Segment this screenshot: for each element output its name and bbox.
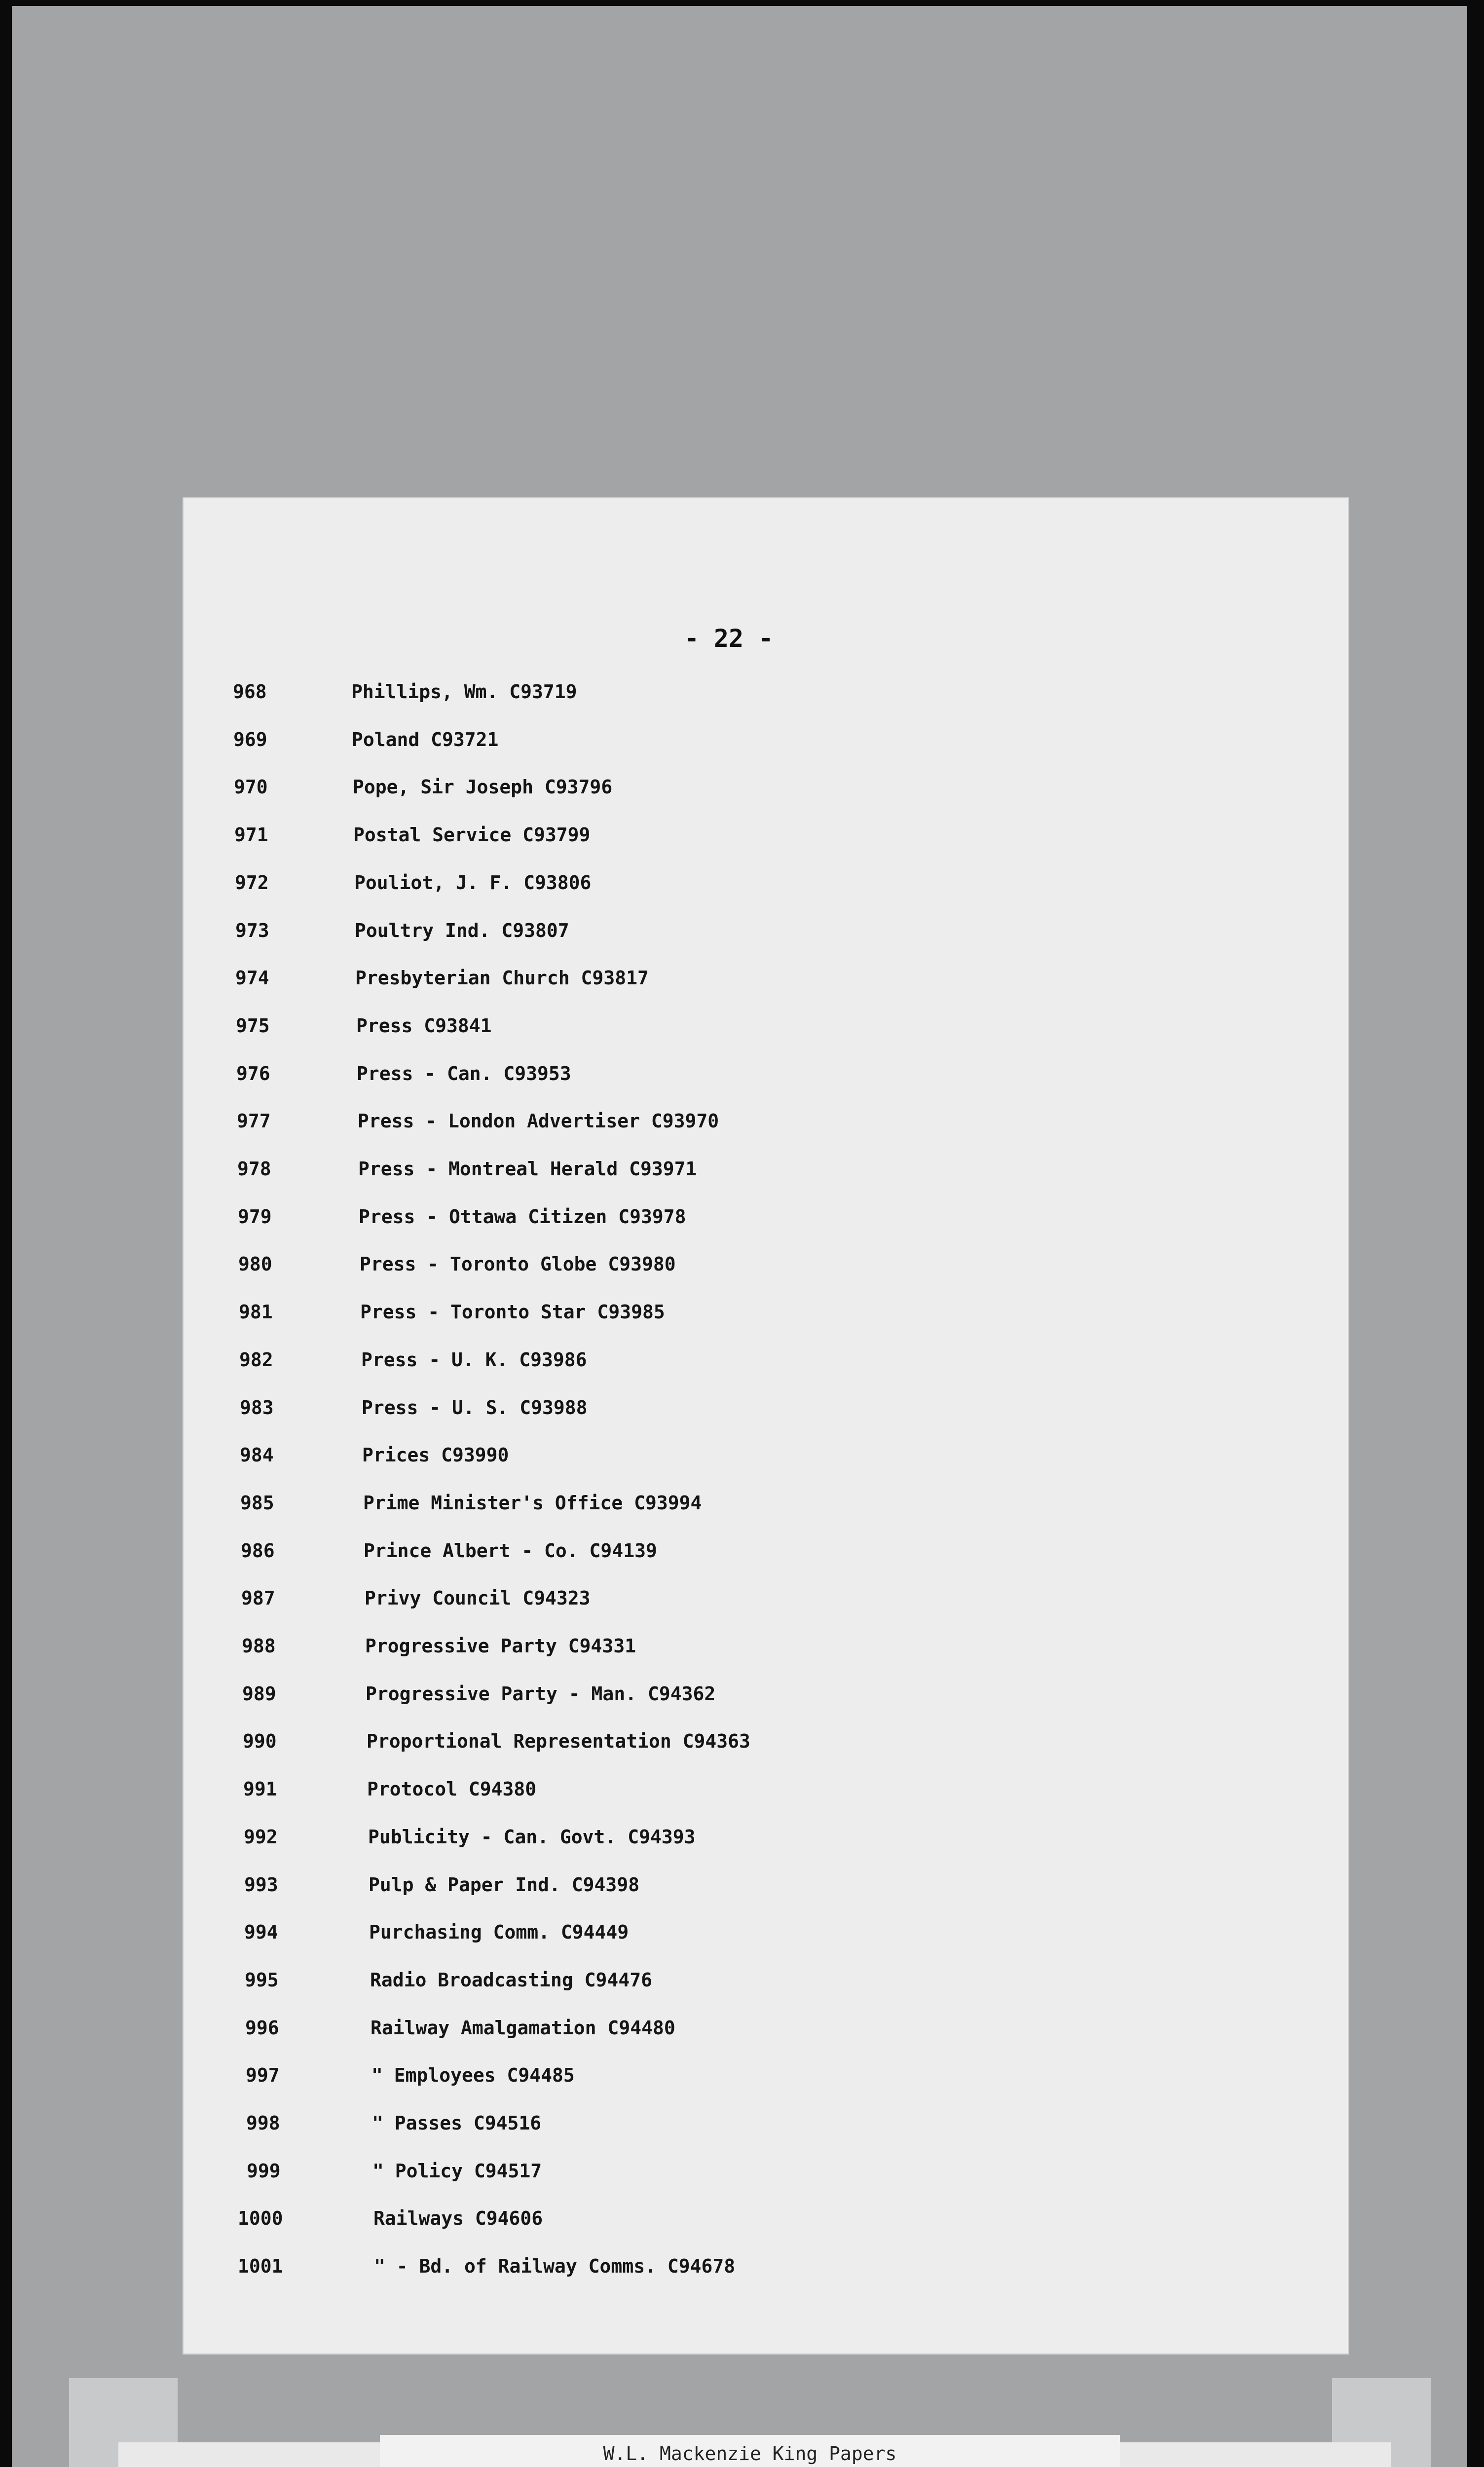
index-entry <box>184 1397 1318 1436</box>
entry-subject: Postal Service C93799 <box>353 824 591 846</box>
entry-number: 1000 <box>238 2207 283 2230</box>
entry-subject: Press - Toronto Globe C93980 <box>360 1253 676 1275</box>
entry-number: 976 <box>236 1062 270 1084</box>
entry-subject: Press - Can. C93953 <box>357 1062 571 1084</box>
index-entry <box>184 1587 1318 1627</box>
index-entry <box>184 1635 1318 1675</box>
index-entry <box>184 1730 1318 1770</box>
entry-subject: Pope, Sir Joseph C93796 <box>353 776 613 798</box>
entry-number: 986 <box>241 1539 275 1562</box>
entry-subject: Presbyterian Church C93817 <box>355 967 649 989</box>
index-entry <box>184 1444 1318 1484</box>
index-entry <box>184 1683 1318 1722</box>
entry-subject: Press - Ottawa Citizen C93978 <box>359 1205 686 1228</box>
entry-subject: Protocol C94380 <box>367 1778 537 1800</box>
entry-number: 975 <box>236 1014 270 1037</box>
entry-number: 977 <box>237 1110 271 1132</box>
entry-subject: Press - U. S. C93988 <box>362 1396 588 1419</box>
entry-number: 990 <box>243 1730 277 1753</box>
entry-number: 995 <box>245 1969 279 1991</box>
collection-name: W.L. Mackenzie King Papers <box>603 2443 897 2465</box>
index-entry <box>184 1969 1318 2009</box>
entry-number: 969 <box>233 728 267 750</box>
entry-subject: " Passes C94516 <box>372 2112 542 2134</box>
index-entry <box>184 1015 1318 1054</box>
entry-subject: Radio Broadcasting C94476 <box>370 1969 652 1991</box>
entry-number: 974 <box>235 967 269 989</box>
index-entry <box>184 776 1318 816</box>
index-entry <box>184 729 1318 768</box>
page-number: - 22 - <box>684 624 774 653</box>
entry-subject: Poultry Ind. C93807 <box>355 919 569 941</box>
entry-number: 984 <box>240 1444 274 1466</box>
entry-number: 997 <box>246 2064 280 2087</box>
entry-number: 979 <box>238 1205 272 1228</box>
entry-number: 996 <box>245 2017 279 2039</box>
index-entry <box>184 1492 1318 1532</box>
index-entry <box>184 1921 1318 1961</box>
entry-number: 983 <box>240 1396 274 1419</box>
index-entry <box>184 2017 1318 2056</box>
entry-subject: Press - U. K. C93986 <box>361 1348 587 1371</box>
index-entry <box>184 1253 1318 1293</box>
entry-number: 992 <box>244 1826 278 1848</box>
entry-number: 993 <box>244 1873 278 1896</box>
entry-subject: " - Bd. of Railway Comms. C94678 <box>374 2255 736 2278</box>
entry-subject: Press C93841 <box>356 1014 492 1037</box>
entry-number: 999 <box>247 2160 281 2182</box>
entry-number: 980 <box>238 1253 272 1275</box>
entry-subject: Progressive Party C94331 <box>365 1635 636 1657</box>
index-entry <box>184 2207 1318 2247</box>
index-entry <box>184 920 1318 959</box>
entry-number: 1001 <box>238 2255 283 2278</box>
entry-number: 970 <box>234 776 268 798</box>
entry-subject: Press - Montreal Herald C93971 <box>358 1158 697 1180</box>
entry-subject: Pouliot, J. F. C93806 <box>354 871 592 894</box>
index-entry <box>184 872 1318 911</box>
index-entry <box>184 1874 1318 1913</box>
entry-subject: Press - London Advertiser C93970 <box>358 1110 719 1132</box>
index-entry <box>184 967 1318 1007</box>
entry-number: 985 <box>240 1492 274 1514</box>
entry-number: 971 <box>234 824 268 846</box>
index-entry <box>184 1301 1318 1341</box>
collection-label <box>380 2435 1120 2467</box>
entry-number: 973 <box>235 919 269 941</box>
entry-subject: Railways C94606 <box>373 2207 543 2230</box>
entry-number: 989 <box>242 1682 276 1705</box>
index-entry <box>184 1063 1318 1102</box>
index-entry <box>184 681 1318 720</box>
entry-number: 978 <box>237 1158 271 1180</box>
entry-subject: Progressive Party - Man. C94362 <box>366 1682 716 1705</box>
entry-subject: Prices C93990 <box>362 1444 509 1466</box>
entry-subject: Privy Council C94323 <box>365 1587 591 1609</box>
index-page <box>184 498 1348 2354</box>
entry-subject: Phillips, Wm. C93719 <box>351 681 577 703</box>
entry-subject: Railway Amalgamation C94480 <box>371 2017 675 2039</box>
entry-subject: " Policy C94517 <box>372 2160 542 2182</box>
entry-number: 981 <box>239 1301 273 1323</box>
entry-number: 987 <box>241 1587 275 1609</box>
index-entry <box>184 1349 1318 1388</box>
entry-subject: Prime Minister's Office C93994 <box>363 1492 702 1514</box>
entry-subject: Proportional Representation C94363 <box>367 1730 750 1753</box>
index-entry <box>184 1110 1318 1150</box>
entry-subject: Poland C93721 <box>352 728 499 750</box>
entry-number: 998 <box>246 2112 280 2134</box>
index-entry <box>184 1540 1318 1579</box>
index-entry <box>184 1826 1318 1866</box>
entry-subject: Publicity - Can. Govt. C94393 <box>368 1826 696 1848</box>
entry-number: 972 <box>235 871 269 894</box>
entry-subject: Press - Toronto Star C93985 <box>360 1301 665 1323</box>
index-entry <box>184 2255 1318 2295</box>
index-entry <box>184 824 1318 863</box>
index-entry <box>184 1158 1318 1197</box>
entry-subject: Purchasing Comm. C94449 <box>369 1921 629 1944</box>
index-entry <box>184 2112 1318 2152</box>
entry-subject: Pulp & Paper Ind. C94398 <box>369 1873 640 1896</box>
entry-number: 991 <box>243 1778 277 1800</box>
index-entry <box>184 2064 1318 2104</box>
index-entry <box>184 1778 1318 1818</box>
index-entry <box>184 2160 1318 2200</box>
entry-number: 988 <box>242 1635 276 1657</box>
entry-subject: " Employees C94485 <box>371 2064 575 2087</box>
entry-number: 994 <box>244 1921 278 1944</box>
entry-number: 982 <box>239 1348 273 1371</box>
index-entry <box>184 1206 1318 1245</box>
entry-subject: Prince Albert - Co. C94139 <box>364 1539 657 1562</box>
entry-number: 968 <box>233 681 267 703</box>
